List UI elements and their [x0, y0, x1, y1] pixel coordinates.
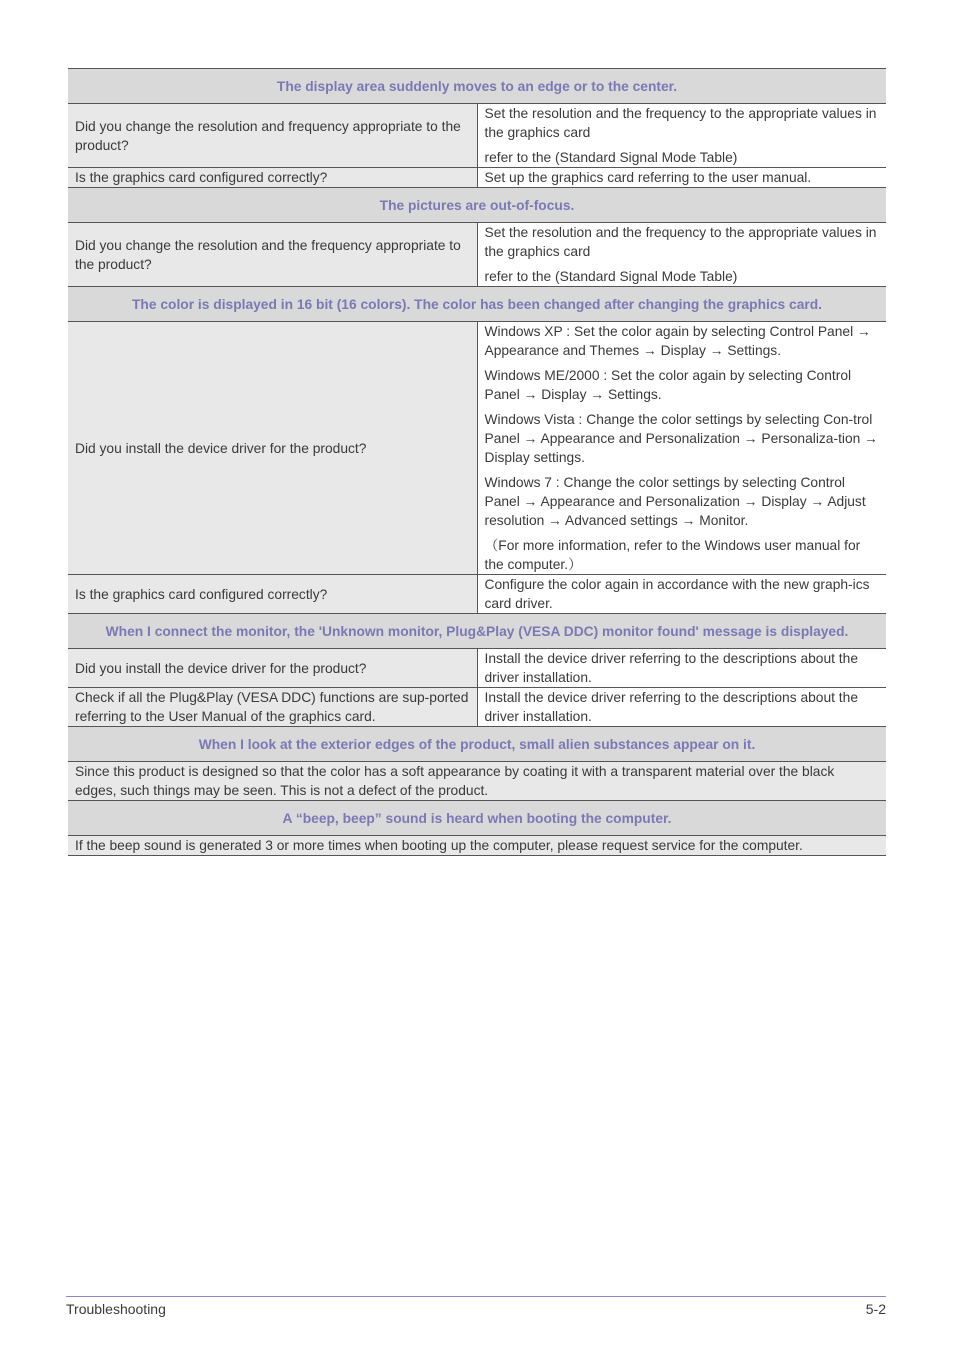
answer-text: Windows ME/2000 : Set the color again by selecting Control Panel → Display → Settings.	[484, 368, 852, 402]
answer-text: Set the resolution and the frequency to the appropriate values in the graphics card	[484, 225, 877, 259]
table-row	[68, 168, 886, 188]
table-row	[68, 104, 886, 168]
answer-text: Install the device driver referring to the descriptions about the driver installation.	[484, 690, 858, 724]
answer-cell	[477, 649, 886, 688]
answer-text: （For more information, refer to the Windows user manual for the computer.）	[484, 538, 861, 572]
section-heading: When I connect the monitor, the 'Unknown monitor, Plug&Play (VESA DDC) monitor found' message is displayed.	[68, 614, 886, 649]
section-heading: The display area suddenly moves to an edge or to the center.	[68, 69, 886, 104]
answer-text: refer to the (Standard Signal Mode Table)	[484, 269, 738, 284]
section-heading-row	[68, 801, 886, 836]
note-cell: If the beep sound is generated 3 or more times when booting up the computer, please request service for the computer.	[68, 836, 886, 856]
footer-divider	[66, 1296, 886, 1297]
answer-cell	[477, 168, 886, 188]
section-heading-row	[68, 614, 886, 649]
table-row	[68, 649, 886, 688]
footer-chapter-title: Troubleshooting	[66, 1301, 166, 1317]
question-cell: Is the graphics card configured correctly?	[68, 168, 477, 188]
question-cell: Is the graphics card configured correctly?	[68, 575, 477, 614]
section-heading-row	[68, 727, 886, 762]
section-heading: A “beep, beep” sound is heard when booting the computer.	[68, 801, 886, 836]
table-row	[68, 688, 886, 727]
question-cell: Check if all the Plug&Play (VESA DDC) functions are sup-ported referring to the User Manual of the graphics card.	[68, 688, 477, 727]
question-cell: Did you change the resolution and frequency appropriate to the product?	[68, 104, 477, 168]
question-cell: Did you install the device driver for the product?	[68, 649, 477, 688]
table-row	[68, 322, 886, 575]
question-cell: Did you install the device driver for the product?	[68, 322, 477, 575]
answer-cell	[477, 104, 886, 168]
section-heading-row	[68, 188, 886, 223]
answer-cell	[477, 688, 886, 727]
table-row	[68, 836, 886, 856]
answer-text: refer to the (Standard Signal Mode Table)	[484, 150, 738, 165]
answer-text: Set the resolution and the frequency to the appropriate values in the graphics card	[484, 106, 877, 140]
troubleshooting-table	[68, 68, 886, 856]
section-heading: The pictures are out-of-focus.	[68, 188, 886, 223]
answer-text: Windows XP : Set the color again by selecting Control Panel → Appearance and Themes → Display → Settings.	[484, 324, 871, 358]
note-cell: Since this product is designed so that the color has a soft appearance by coating it with a transparent material over the black edges, such things may be seen. This is not a defect of the product.	[68, 762, 886, 801]
question-cell: Did you change the resolution and the frequency appropriate to the product?	[68, 223, 477, 287]
footer-page-number: 5-2	[865, 1301, 886, 1317]
answer-text: Configure the color again in accordance with the new graph-ics card driver.	[484, 577, 870, 611]
answer-text: Install the device driver referring to the descriptions about the driver installation.	[484, 651, 858, 685]
answer-text: Set up the graphics card referring to the user manual.	[484, 170, 812, 185]
section-heading-row	[68, 287, 886, 322]
answer-cell	[477, 223, 886, 287]
table-row	[68, 762, 886, 801]
answer-text: Windows 7 : Change the color settings by selecting Control Panel → Appearance and Personalization → Display → Adjust resolution → Advanced settings → Monitor.	[484, 475, 866, 528]
section-heading: The color is displayed in 16 bit (16 colors). The color has been changed after changing the graphics card.	[68, 287, 886, 322]
answer-text: Windows Vista : Change the color settings by selecting Con-trol Panel → Appearance and Personalization → Personaliza-tion → Display settings.	[484, 412, 878, 465]
table-row	[68, 575, 886, 614]
section-heading: When I look at the exterior edges of the product, small alien substances appear on it.	[68, 727, 886, 762]
answer-cell	[477, 575, 886, 614]
section-heading-row	[68, 69, 886, 104]
answer-cell	[477, 322, 886, 575]
table-row	[68, 223, 886, 287]
